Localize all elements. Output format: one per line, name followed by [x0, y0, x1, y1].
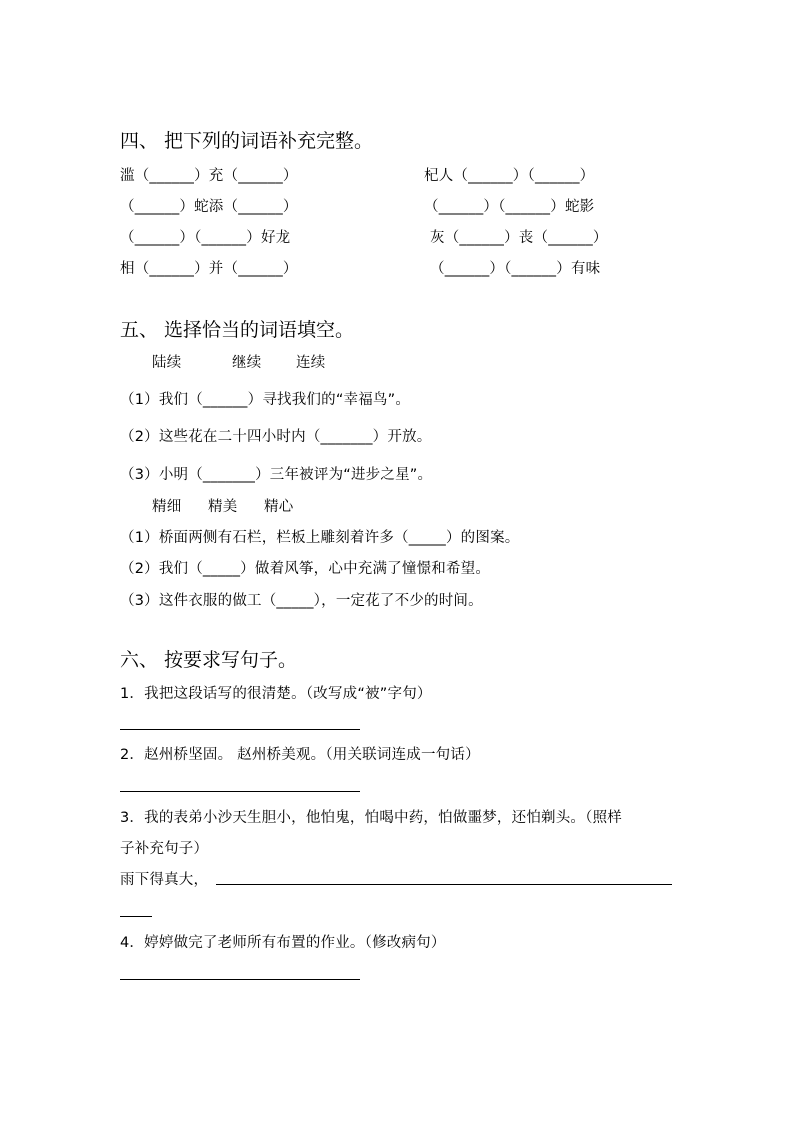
- answer-line-1[interactable]: [120, 729, 360, 730]
- question-item: （3）这件衣服的做工（_____），一定花了不少的时间。: [120, 593, 483, 609]
- section-6-title: 六、 按要求写句子。: [120, 649, 298, 671]
- question-3-line-1: 3．我的表弟小沙天生胆小，他怕鬼，怕喝中药，怕做噩梦，还怕剃头。（照样: [120, 810, 622, 826]
- question-item: （1）桥面两侧有石栏，栏板上雕刻着许多（_____）的图案。: [120, 530, 520, 546]
- question-3-prompt: 雨下得真大，: [120, 872, 209, 888]
- question-item: （1）我们（______）寻找我们的“幸福鸟”。: [120, 392, 411, 408]
- fill-item-right-3: 灰（______）丧（______）: [430, 230, 608, 246]
- question-4: 4．婷婷做完了老师所有布置的作业。（修改病句）: [120, 935, 446, 951]
- section-4-title: 四、 把下列的词语补充完整。: [120, 130, 374, 152]
- fill-item-left-4: 相（______）并（______）: [120, 261, 298, 277]
- fill-item-left-2: （______）蛇添（______）: [120, 199, 298, 215]
- question-item: （2）这些花在二十四小时内（_______）开放。: [120, 429, 432, 445]
- answer-line-4[interactable]: [120, 979, 360, 980]
- question-3-line-2: 子补充句子）: [120, 841, 209, 857]
- word-option: 精细: [152, 499, 182, 515]
- fill-item-left-3: （______）（______）好龙: [120, 230, 291, 246]
- answer-line-3-continued[interactable]: [120, 916, 152, 917]
- answer-line-3[interactable]: [216, 884, 672, 885]
- section-5-title: 五、 选择恰当的词语填空。: [120, 319, 355, 341]
- fill-item-right-2: （______）（______）蛇影: [424, 199, 595, 215]
- fill-item-left-1: 滥（______）充（______）: [120, 168, 298, 184]
- question-1: 1．我把这段话写的很清楚。（改写成“被”字句）: [120, 686, 432, 702]
- question-2: 2．赵州桥坚固。 赵州桥美观。（用关联词连成一句话）: [120, 747, 480, 763]
- word-option: 精心: [264, 499, 294, 515]
- word-option: 精美: [208, 499, 238, 515]
- question-item: （3）小明（_______）三年被评为“进步之星”。: [120, 467, 433, 483]
- fill-item-right-4: （______）（______）有味: [430, 261, 601, 277]
- answer-line-2[interactable]: [120, 791, 360, 792]
- word-option: 连续: [296, 355, 326, 371]
- word-option: 继续: [232, 355, 262, 371]
- word-option: 陆续: [152, 355, 182, 371]
- question-item: （2）我们（_____）做着风筝，心中充满了憧憬和希望。: [120, 561, 491, 577]
- fill-item-right-1: 杞人（______）（______）: [424, 168, 595, 184]
